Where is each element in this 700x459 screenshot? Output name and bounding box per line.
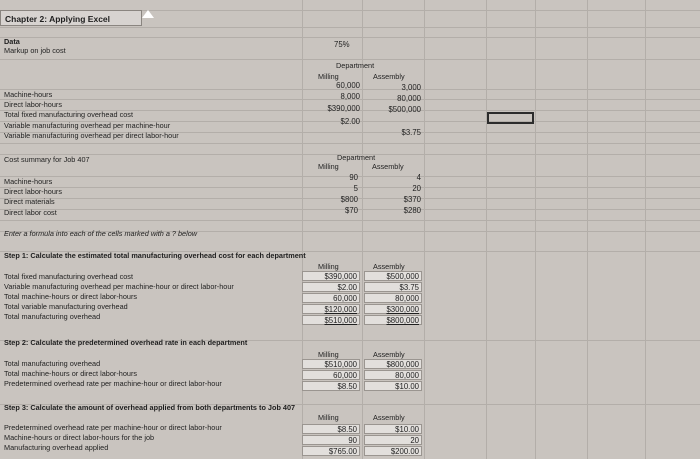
assembly-formula-cell[interactable]: $10.00 — [364, 424, 422, 434]
gridline — [587, 0, 588, 459]
step2-title: Step 2: Calculate the predetermined overhead rate in each department — [4, 338, 248, 347]
row-label: Total manufacturing overhead — [4, 359, 101, 368]
milling-cell[interactable]: $70 — [344, 206, 358, 215]
instruction-text: Enter a formula into each of the cells marked with a ? below — [4, 229, 198, 238]
assembly-formula-cell[interactable]: $800,000 — [364, 315, 422, 325]
gridline — [535, 0, 536, 459]
row-label: Direct labor-hours — [4, 100, 62, 109]
milling-formula-cell[interactable]: $510,000 — [302, 315, 360, 325]
milling-cell[interactable]: 5 — [353, 184, 358, 193]
row-label: Variable manufacturing overhead per machine-hour or direct labor-hour — [4, 282, 234, 291]
assembly-header: Assembly — [373, 72, 405, 81]
markup-label: Markup on job cost — [4, 46, 66, 55]
row-label: Total fixed manufacturing overhead cost — [4, 272, 133, 281]
row-label: Direct materials — [4, 197, 55, 206]
markup-value-cell[interactable]: 75% — [334, 40, 350, 49]
assembly-cell[interactable]: 4 — [416, 173, 421, 182]
row-label: Total manufacturing overhead — [4, 312, 101, 321]
assembly-cell[interactable]: 80,000 — [397, 94, 421, 103]
gridline — [0, 220, 700, 221]
milling-cell[interactable]: 90 — [349, 173, 358, 182]
milling-formula-cell[interactable]: $120,000 — [302, 304, 360, 314]
gridline — [645, 0, 646, 459]
assembly-header: Assembly — [373, 262, 405, 271]
row-label: Machine-hours — [4, 177, 53, 186]
milling-header: Milling — [318, 162, 339, 171]
gridline — [486, 0, 487, 459]
gridline — [0, 59, 700, 60]
milling-header: Milling — [318, 413, 339, 422]
milling-formula-cell[interactable]: $8.50 — [302, 381, 360, 391]
milling-cell[interactable]: $2.00 — [340, 117, 360, 126]
milling-formula-cell[interactable]: 60,000 — [302, 370, 360, 380]
row-label: Predetermined overhead rate per machine-hour or direct labor-hour — [4, 379, 222, 388]
assembly-cell[interactable]: 3,000 — [401, 83, 421, 92]
row-label: Total fixed manufacturing overhead cost — [4, 110, 133, 119]
department-header: Department — [336, 61, 375, 70]
assembly-cell[interactable]: $3.75 — [401, 128, 421, 137]
row-label: Total machine-hours or direct labor-hours — [4, 292, 138, 301]
milling-formula-cell[interactable]: 60,000 — [302, 293, 360, 303]
assembly-cell[interactable]: $280 — [403, 206, 421, 215]
assembly-formula-cell[interactable]: $200.00 — [364, 446, 422, 456]
assembly-formula-cell[interactable]: $10.00 — [364, 381, 422, 391]
row-label: Direct labor cost — [4, 208, 57, 217]
title-tab-notch — [142, 10, 154, 18]
assembly-formula-cell[interactable]: $800,000 — [364, 359, 422, 369]
milling-header: Milling — [318, 72, 339, 81]
milling-formula-cell[interactable]: 90 — [302, 435, 360, 445]
assembly-formula-cell[interactable]: $3.75 — [364, 282, 422, 292]
step3-title: Step 3: Calculate the amount of overhead applied from both departments to Job 407 — [4, 403, 296, 412]
row-label: Predetermined overhead rate per machine-hour or direct labor-hour — [4, 423, 222, 432]
job-label: Cost summary for Job 407 — [4, 155, 90, 164]
gridline — [0, 27, 700, 28]
step1-title: Step 1: Calculate the estimated total manufacturing overhead cost for each department — [4, 251, 306, 260]
milling-formula-cell[interactable]: $2.00 — [302, 282, 360, 292]
row-label: Manufacturing overhead applied — [4, 443, 109, 452]
assembly-formula-cell[interactable]: $300,000 — [364, 304, 422, 314]
row-label: Variable manufacturing overhead per direct labor-hour — [4, 131, 179, 140]
milling-formula-cell[interactable]: $8.50 — [302, 424, 360, 434]
assembly-formula-cell[interactable]: 80,000 — [364, 370, 422, 380]
milling-cell[interactable]: $390,000 — [327, 104, 360, 113]
data-label: Data — [4, 37, 20, 46]
milling-formula-cell[interactable]: $765.00 — [302, 446, 360, 456]
selected-cell[interactable] — [487, 112, 534, 124]
row-label: Machine-hours or direct labor-hours for the job — [4, 433, 155, 442]
milling-formula-cell[interactable]: $390,000 — [302, 271, 360, 281]
row-label: Variable manufacturing overhead per machine-hour — [4, 121, 171, 130]
row-label: Total machine-hours or direct labor-hours — [4, 369, 138, 378]
gridline — [424, 0, 425, 459]
assembly-formula-cell[interactable]: 20 — [364, 435, 422, 445]
milling-header: Milling — [318, 350, 339, 359]
milling-cell[interactable]: 8,000 — [340, 92, 360, 101]
assembly-cell[interactable]: 20 — [412, 184, 421, 193]
department-header: Department — [337, 153, 376, 162]
row-label: Direct labor-hours — [4, 187, 62, 196]
assembly-cell[interactable]: $370 — [403, 195, 421, 204]
gridline — [0, 143, 700, 144]
gridline — [0, 37, 700, 38]
assembly-formula-cell[interactable]: 80,000 — [364, 293, 422, 303]
row-label: Machine-hours — [4, 90, 53, 99]
assembly-header: Assembly — [373, 350, 405, 359]
milling-cell[interactable]: 60,000 — [336, 81, 360, 90]
milling-header: Milling — [318, 262, 339, 271]
row-label: Total variable manufacturing overhead — [4, 302, 128, 311]
assembly-header: Assembly — [373, 413, 405, 422]
assembly-formula-cell[interactable]: $500,000 — [364, 271, 422, 281]
milling-cell[interactable]: $800 — [340, 195, 358, 204]
assembly-cell[interactable]: $500,000 — [388, 105, 421, 114]
sheet-title[interactable]: Chapter 2: Applying Excel — [0, 10, 142, 26]
assembly-header: Assembly — [372, 162, 404, 171]
milling-formula-cell[interactable]: $510,000 — [302, 359, 360, 369]
